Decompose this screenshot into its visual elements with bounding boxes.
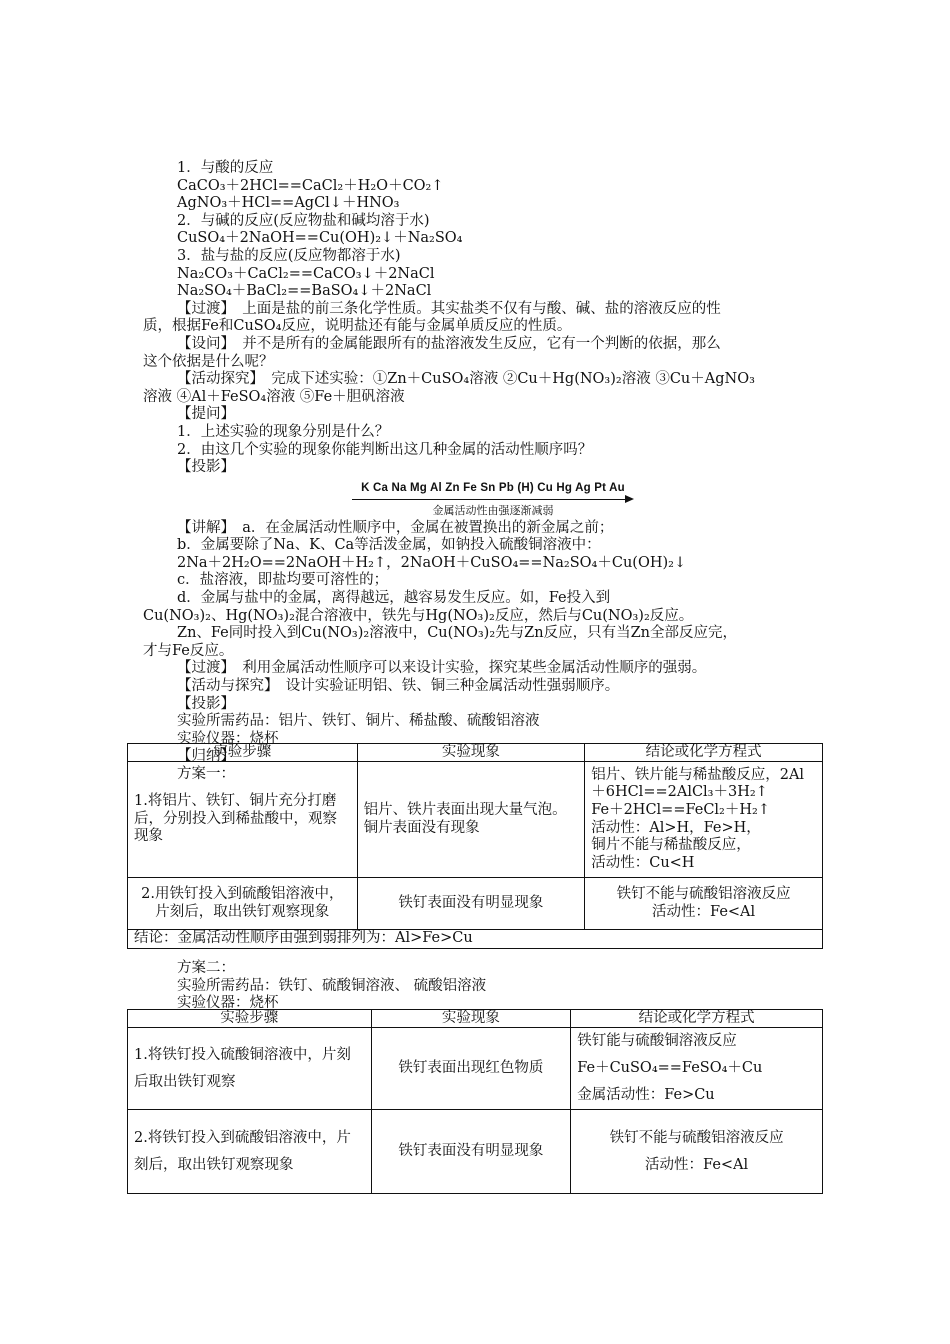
conclusion-cell: 铁钉不能与硫酸铝溶液反应 活动性：Fe<Al [585, 878, 823, 930]
text-line: Cu(NO₃)₂、Hg(NO₃)₂混合溶液中，铁先与Hg(NO₃)₂反应，然后与Cu(NO₃)₂反应。 [143, 607, 694, 624]
column-header: 结论或化学方程式 [571, 1010, 823, 1028]
text-line: Na₂SO₄＋BaCl₂==BaSO₄↓＋2NaCl [177, 283, 432, 300]
column-header: 结论或化学方程式 [585, 744, 823, 762]
column-header: 实验步骤 [128, 1010, 372, 1028]
text-line: 方案二： [177, 960, 235, 976]
text-line: 2．与碱的反应(反应物盐和碱均溶于水) [177, 212, 430, 229]
step-cell: 2.用铁钉投入到硫酸铝溶液中，片刻后，取出铁钉观察现象 [128, 878, 358, 930]
text-line: 【讲解】 a．在金属活动性顺序中，金属在被置换出的新金属之前； [177, 519, 614, 536]
text-line: 1．与酸的反应 [177, 160, 274, 176]
text-line: Zn、Fe同时投入到Cu(NO₃)₂溶液中，Cu(NO₃)₂先与Zn反应，只有当Zn全部反应完， [177, 625, 737, 642]
conclusion-cell: 铁钉能与硫酸铜溶液反应 Fe＋CuSO₄==FeSO₄＋Cu 金属活动性：Fe>Cu [571, 1028, 823, 1110]
text-line: 实验仪器：烧杯 [177, 995, 279, 1012]
text-line: 方案一： [177, 766, 235, 782]
text-line: 2Na＋2H₂O==2NaOH＋H₂↑，2NaOH＋CuSO₄==Na₂SO₄＋Cu(OH)₂↓ [177, 554, 687, 571]
phenomenon-cell: 铁钉表面没有明显现象 [371, 1110, 571, 1194]
table-row [128, 878, 823, 930]
table-row [128, 1110, 823, 1194]
column-header: 实验现象 [371, 1010, 571, 1028]
text-line: 才与Fe反应。 [143, 642, 234, 659]
text-line: 质，根据Fe和CuSO₄反应，说明盐还有能与金属单质反应的性质。 [143, 318, 572, 335]
text-line: CaCO₃＋2HCl==CaCl₂＋H₂O＋CO₂↑ [177, 177, 444, 194]
text-line: d．金属与盐中的金属，离得越远，越容易发生反应。如，Fe投入到 [177, 590, 611, 607]
plan-one-table [127, 743, 823, 949]
text-line: 【归纳】 [177, 748, 235, 765]
text-line: 3．盐与盐的反应(反应物都溶于水) [177, 247, 401, 264]
text-line: b．金属要除了Na、K、Ca等活泼金属，如钠投入硫酸铜溶液中： [177, 537, 601, 554]
series-caption: 金属活动性由强逐渐减弱 [432, 504, 554, 517]
phenomenon-cell: 铝片、铁片表面出现大量气泡。铜片表面没有现象 [357, 762, 585, 878]
text-line: 1．上述实验的现象分别是什么？ [177, 423, 390, 440]
step-cell: 1.将铁钉投入硫酸铜溶液中，片刻后取出铁钉观察 [128, 1028, 372, 1110]
plan-two-text [177, 960, 807, 1013]
text-line: 溶液 ④Al＋FeSO₄溶液 ⑤Fe＋胆矾溶液 [143, 388, 405, 405]
conclusion-cell: 铝片、铁片能与稀盐酸反应，2Al＋6HCl==2AlCl₃＋3H₂↑ Fe＋2HCl==FeCl₂＋H₂↑ 活动性：Al>H，Fe>H， 铜片不能与稀盐酸反应， 活动性：Cu<H [585, 762, 823, 878]
plan-two-table [127, 1009, 823, 1194]
text-line: 实验所需药品：铝片、铁钉、铜片、稀盐酸、硫酸铝溶液 [177, 713, 540, 730]
step-cell: 2.将铁钉投入到硫酸铝溶液中，片刻后，取出铁钉观察现象 [128, 1110, 372, 1194]
table-conclusion: 结论：金属活动性顺序由强到弱排列为：Al>Fe>Cu [128, 930, 823, 949]
activity-series-figure [352, 481, 634, 518]
lesson-text [143, 160, 807, 784]
text-line: 【投影】 [177, 695, 235, 712]
text-line: Na₂CO₃＋CaCl₂==CaCO₃↓＋2NaCl [177, 265, 435, 282]
table-header-row [128, 744, 823, 762]
phenomenon-cell: 铁钉表面出现红色物质 [371, 1028, 571, 1110]
text-line: 【过渡】 上面是盐的前三条化学性质。其实盐类不仅有与酸、碱、盐的溶液反应的性 [177, 300, 721, 317]
text-line: c．盐溶液，即盐均要可溶性的； [177, 572, 389, 589]
text-line: 2．由这几个实验的现象你能判断出这几种金属的活动性顺序吗？ [177, 441, 593, 458]
text-line: 实验仪器：烧杯 [177, 730, 279, 747]
phenomenon-cell: 铁钉表面没有明显现象 [357, 878, 585, 930]
text-line: 这个依据是什么呢？ [143, 353, 274, 370]
conclusion-cell: 铁钉不能与硫酸铝溶液反应 活动性：Fe<Al [571, 1110, 823, 1194]
text-line: 【投影】 [177, 459, 235, 476]
table-header-row [128, 1010, 823, 1028]
text-line: AgNO₃＋HCl==AgCl↓＋HNO₃ [177, 195, 400, 212]
column-header: 实验现象 [357, 744, 585, 762]
text-line: 实验所需药品：铁钉、硫酸铜溶液、 硫酸铝溶液 [177, 977, 487, 994]
text-line: 【活动探究】 完成下述实验：①Zn＋CuSO₄溶液 ②Cu＋Hg(NO₃)₂溶液 ③Cu＋AgNO₃ [177, 371, 755, 388]
table-row [128, 762, 823, 878]
text-line: 【过渡】 利用金属活动性顺序可以来设计实验，探究某些金属活动性顺序的强弱。 [177, 660, 707, 677]
metal-activity-series: K Ca Na Mg Al Zn Fe Sn Pb (H) Cu Hg Ag Pt Au [361, 481, 625, 494]
table-row [128, 1028, 823, 1110]
text-line: 【活动与探究】 设计实验证明铝、铁、铜三种金属活动性强弱顺序。 [177, 678, 620, 695]
text-line: 【设问】 并不是所有的金属能跟所有的盐溶液发生反应，它有一个判断的依据，那么 [177, 335, 721, 352]
text-line: CuSO₄＋2NaOH==Cu(OH)₂↓＋Na₂SO₄ [177, 230, 463, 247]
arrow-icon [352, 496, 634, 504]
column-header: 实验步骤 [128, 744, 358, 762]
text-line: 【提问】 [177, 406, 235, 423]
step-cell: 1.将铝片、铁钉、铜片充分打磨后，分别投入到稀盐酸中，观察现象 [128, 762, 358, 878]
table-footer-row [128, 930, 823, 949]
